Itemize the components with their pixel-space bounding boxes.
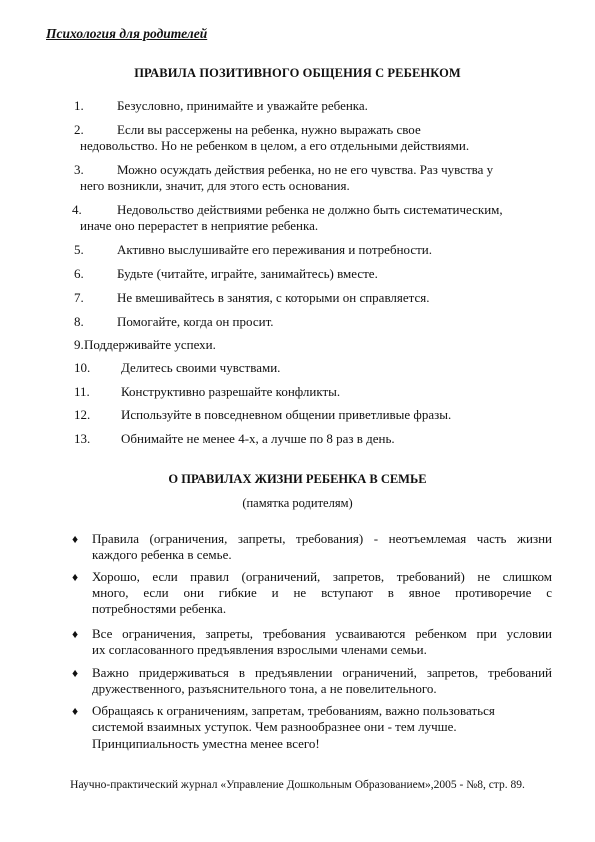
item-text: Безусловно, принимайте и уважайте ребенка.: [117, 98, 368, 113]
item-number: 13.: [74, 431, 91, 446]
bullet-line: системой взаимных уступок. Чем разнообразнее они - тем лучше.: [92, 719, 457, 734]
bullet-line: потребностями ребенка.: [92, 601, 227, 616]
bullet-line: Важно придерживаться в предъявлении ограничений, запретов, требований: [92, 665, 552, 680]
item-number: 11.: [74, 384, 90, 399]
item-text: Используйте в повседневном общении приветливые фразы.: [121, 407, 452, 422]
item-number: 12.: [74, 407, 91, 422]
bullet-line: много, если они гибкие и не вступают в явное противоречие с: [92, 585, 552, 600]
item-number: 8.: [74, 314, 84, 329]
bullet-line: Обращаясь к ограничениям, запретам, требованиям, важно пользоваться: [92, 703, 495, 718]
bullet-line: каждого ребенка в семье.: [92, 547, 232, 562]
item-number: 1.: [74, 98, 84, 113]
section2-subtitle: (памятка родителям): [242, 496, 353, 510]
item-number: 7.: [74, 290, 84, 305]
diamond-bullet-icon: ♦: [72, 532, 79, 546]
item-continuation: него возникли, значит, для этого есть основания.: [80, 178, 350, 193]
item-text: Помогайте, когда он просит.: [117, 314, 274, 329]
section1-title: ПРАВИЛА ПОЗИТИВНОГО ОБЩЕНИЯ С РЕБЕНКОМ: [134, 66, 461, 80]
page-header: Психология для родителей: [46, 26, 208, 41]
bullet-line: Правила (ограничения, запреты, требования) - неотъемлемая часть жизни: [92, 531, 552, 546]
item-text: Можно осуждать действия ребенка, но не его чувства. Раз чувства у: [117, 162, 494, 177]
item-continuation: иначе оно перерастет в неприятие ребенка.: [80, 218, 319, 233]
diamond-bullet-icon: ♦: [72, 627, 79, 641]
item-continuation: недовольство. Но не ребенком в целом, а его отдельными действиями.: [80, 138, 470, 153]
bullet-line: дружественного, разъяснительного тона, а не повелительного.: [92, 681, 437, 696]
section2-title: О ПРАВИЛАХ ЖИЗНИ РЕБЕНКА В СЕМЬЕ: [168, 472, 427, 486]
item-text: Обнимайте не менее 4-х, а лучше по 8 раз в день.: [121, 431, 395, 446]
item-text: Не вмешивайтесь в занятия, с которыми он справляется.: [117, 290, 430, 305]
bullet-line: их согласованного предъявления взрослыми членами семьи.: [92, 642, 427, 657]
item-number: 2.: [74, 122, 84, 137]
item-number: 10.: [74, 360, 91, 375]
diamond-bullet-icon: ♦: [72, 666, 79, 680]
item-text: Делитесь своими чувствами.: [121, 360, 281, 375]
footer-citation: Научно-практический журнал «Управление Дошкольным Образованием»,2005 - №8, стр. 89.: [70, 779, 525, 791]
bullet-line: Хорошо, если правил (ограничений, запретов, требований) не слишком: [92, 569, 552, 584]
diamond-bullet-icon: ♦: [72, 570, 79, 584]
item-text: Активно выслушивайте его переживания и потребности.: [117, 242, 433, 257]
bullet-line: Принципиальность уместна менее всего!: [92, 736, 320, 751]
item-text: Поддерживайте успехи.: [84, 337, 216, 352]
item-text: Конструктивно разрешайте конфликты.: [121, 384, 341, 399]
diamond-bullet-icon: ♦: [72, 704, 79, 718]
item-number: 3.: [74, 162, 84, 177]
item-text: Недовольство действиями ребенка не должно быть систематическим,: [117, 202, 503, 217]
item-text: Будьте (читайте, играйте, занимайтесь) вместе.: [117, 266, 378, 281]
item-text: Если вы рассержены на ребенка, нужно выражать свое: [117, 122, 421, 137]
bullet-line: Все ограничения, запреты, требования усваиваются ребенком при условии: [92, 626, 552, 641]
item-number: 6.: [74, 266, 84, 281]
item-number: 5.: [74, 242, 84, 257]
item-number: 4.: [72, 202, 82, 217]
item-number: 9.: [74, 337, 84, 352]
